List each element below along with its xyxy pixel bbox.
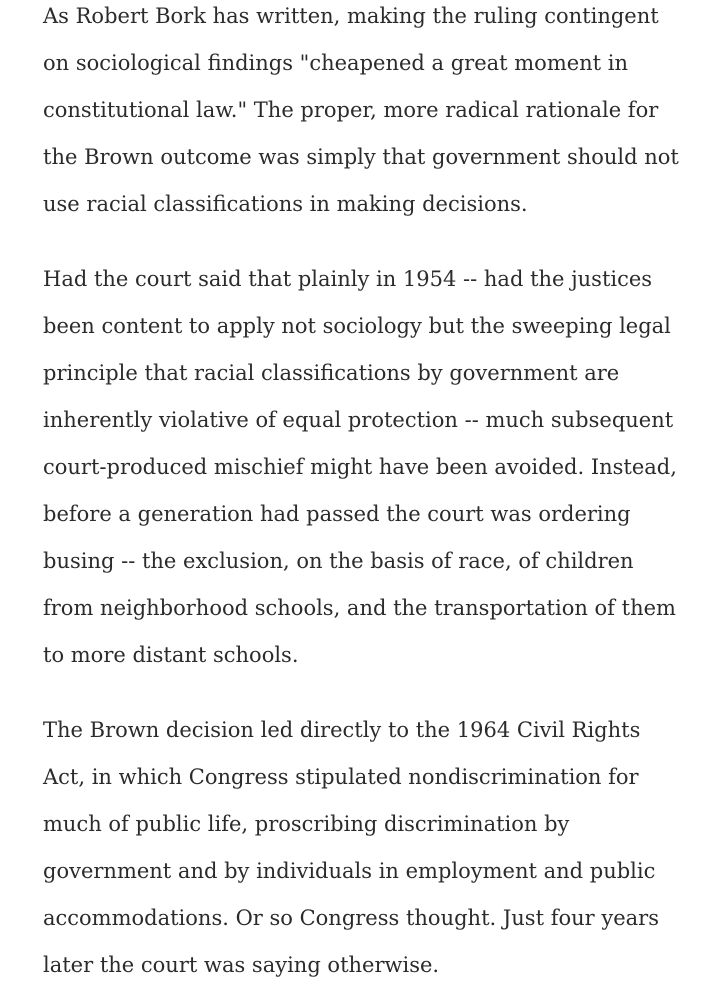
paragraph-bork-rationale: As Robert Bork has written, making the ruling contingent on sociological findings "cheapened a great moment in constitutional law." The proper, more radical rationale for the Brown outcome was simply that government should not use racial classifications in making decisions. bbox=[43, 4, 679, 216]
paragraph-busing: Had the court said that plainly in 1954 -- had the justices been content to apply not sociology but the sweeping legal principle that racial classifications by government are inherently violative of equal protection -- much subsequent court-produced mischief might have been avoided. Instead, before a generation had passed the court was ordering busing -- the exclusion, on the basis of race, of children from neighborhood schools, and the transportation of them to more distant schools. bbox=[43, 267, 677, 667]
paragraph-civil-rights-act: The Brown decision led directly to the 1964 Civil Rights Act, in which Congress stipulated nondiscrimination for much of public life, proscribing discrimination by government and by individuals in employment and public accommodations. Or so Congress thought. Just four years later the court was saying otherwise. bbox=[43, 718, 659, 977]
